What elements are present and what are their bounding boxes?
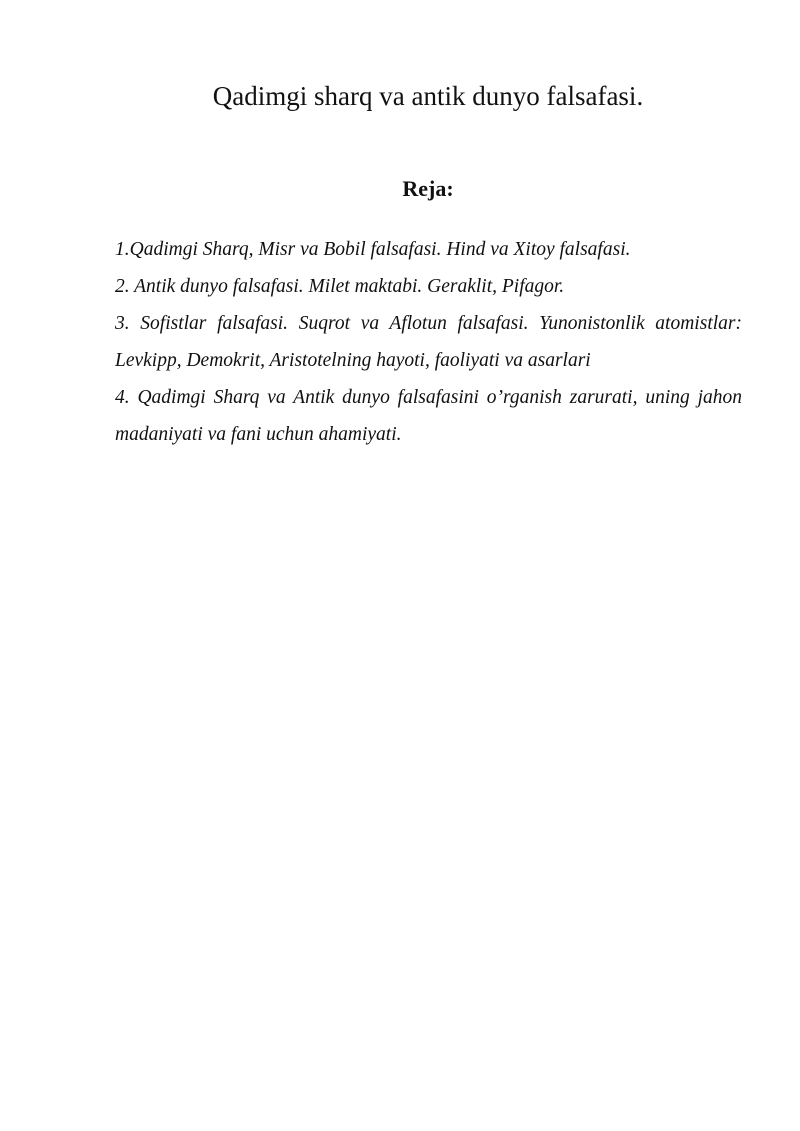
plan-list (115, 231, 742, 453)
plan-heading: Reja: (402, 176, 454, 201)
plan-item-4: 4. Qadimgi Sharq va Antik dunyo falsafasini o’rganish zarurati, uning jahon madaniyati va fani uchun ahamiyati. (115, 387, 742, 445)
plan-item-1: 1.Qadimgi Sharq, Misr va Bobil falsafasi. Hind va Xitoy falsafasi. (115, 239, 631, 260)
plan-item-2: 2. Antik dunyo falsafasi. Milet maktabi. Geraklit, Pifagor. (115, 276, 565, 297)
plan-item-3: 3. Sofistlar falsafasi. Suqrot va Aflotun falsafasi. Yunonistonlik atomistlar: Levkipp, Demokrit, Aristotelning hayoti, faoliyati va asarlari (115, 313, 742, 371)
page-title: Qadimgi sharq va antik dunyo falsafasi. (212, 81, 644, 111)
